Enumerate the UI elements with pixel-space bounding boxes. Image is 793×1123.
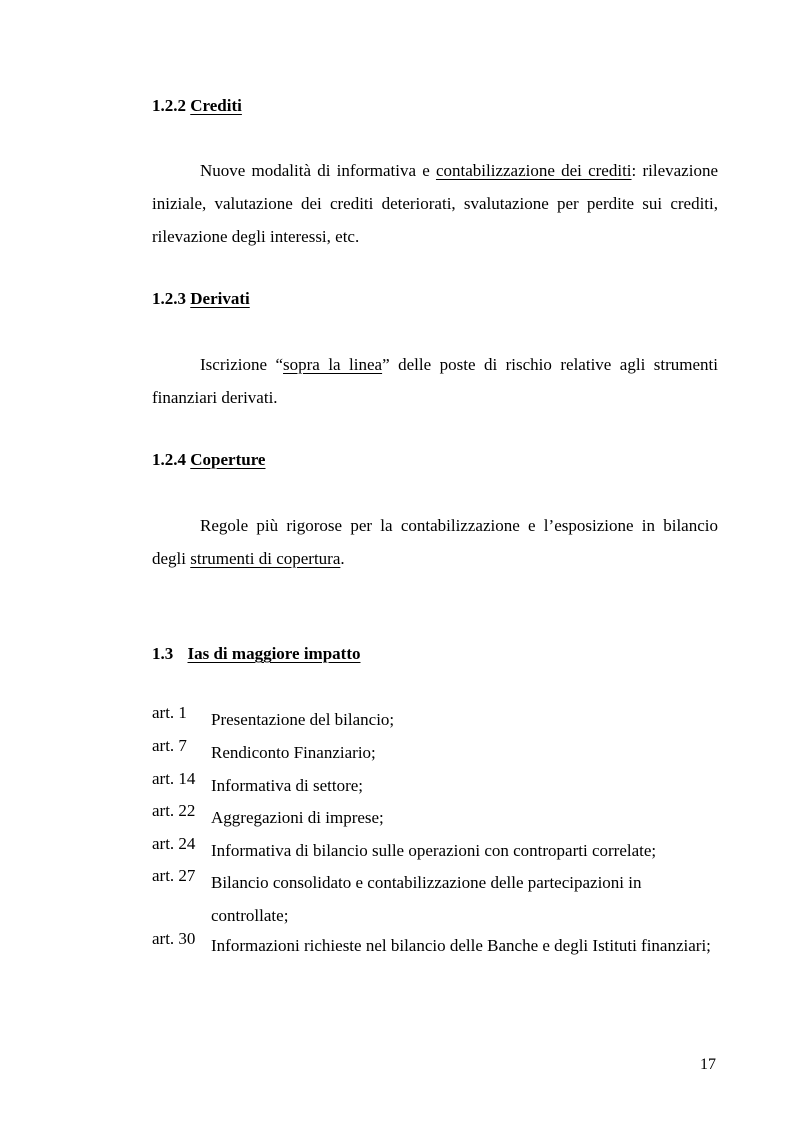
paragraph-text: Regole più rigorose per la contabilizzazione e l’esposizione in bilancio degli: [152, 516, 718, 568]
article-text: Informativa di bilancio sulle operazioni con controparti correlate;: [211, 841, 657, 860]
heading-ias-maggiore-impatto: [152, 644, 361, 664]
heading-number: 1.2.3: [152, 289, 186, 308]
article-number: art. 14: [152, 769, 196, 788]
article-number: art. 1: [152, 703, 187, 722]
article-text: Aggregazioni di imprese;: [211, 808, 384, 827]
list-item: [152, 769, 718, 802]
paragraph-text: .: [340, 549, 345, 568]
list-item: [152, 929, 718, 962]
heading-number: 1.3: [152, 644, 174, 663]
paragraph-text: : rilevazione iniziale, valutazione dei crediti deteriorati, svalutazione per perdite sui crediti, rilevazione degli interessi, etc.: [152, 161, 718, 246]
heading-title: Crediti: [190, 96, 242, 115]
heading-title: Ias di maggiore impatto: [187, 644, 361, 663]
article-number: art. 22: [152, 801, 196, 820]
article-number: art. 7: [152, 736, 187, 755]
page-number: 17: [700, 1056, 716, 1073]
paragraph-text: ” delle poste di rischio relative agli strumenti finanziari derivati.: [152, 355, 718, 407]
list-item: [152, 801, 718, 834]
link-strumenti-copertura[interactable]: strumenti di copertura: [190, 549, 341, 568]
heading-title: Derivati: [190, 289, 250, 308]
article-text: Rendiconto Finanziario;: [211, 743, 376, 762]
article-number: art. 30: [152, 929, 196, 948]
heading-coperture: [152, 450, 265, 470]
heading-number: 1.2.2: [152, 96, 186, 115]
article-number: art. 27: [152, 866, 196, 885]
paragraph-derivati: [152, 348, 718, 414]
article-text: Presentazione del bilancio;: [211, 710, 395, 729]
list-item: [152, 736, 718, 769]
article-text: Bilancio consolidato e contabilizzazione delle partecipazioni in controllate;: [211, 873, 642, 925]
heading-crediti: [152, 96, 242, 116]
list-item: [152, 703, 718, 736]
heading-title: Coperture: [190, 450, 266, 469]
list-item: [152, 834, 718, 867]
link-sopra-la-linea[interactable]: sopra la linea: [283, 355, 383, 374]
paragraph-crediti: [152, 154, 718, 253]
article-text: Informativa di settore;: [211, 776, 364, 795]
paragraph-text: Iscrizione “: [200, 355, 284, 374]
article-text: Informazioni richieste nel bilancio delle Banche e degli Istituti finanziari;: [211, 936, 711, 955]
heading-derivati: [152, 289, 250, 309]
link-contabilizzazione-crediti[interactable]: contabilizzazione dei crediti: [435, 161, 632, 180]
paragraph-coperture: [152, 509, 718, 575]
article-number: art. 24: [152, 834, 196, 853]
heading-number: 1.2.4: [152, 450, 186, 469]
paragraph-text: Nuove modalità di informativa e: [200, 161, 436, 180]
list-item: [152, 866, 718, 925]
